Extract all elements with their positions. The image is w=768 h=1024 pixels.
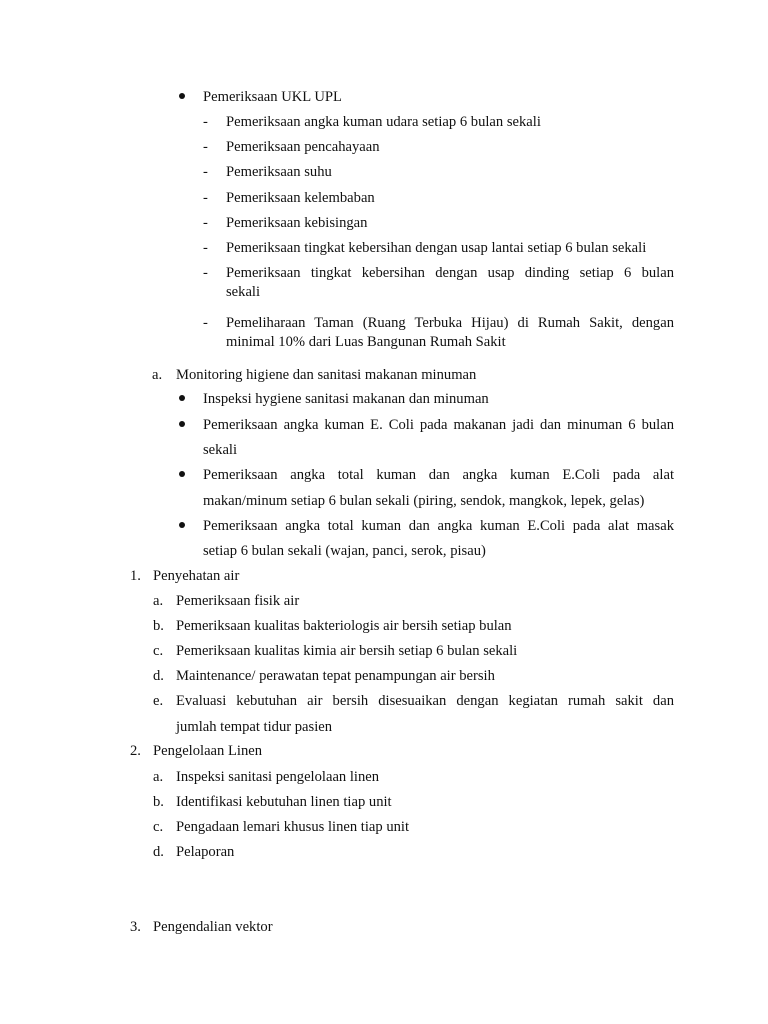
- hygiene-item: Inspeksi hygiene sanitasi makanan dan minuman: [203, 391, 489, 407]
- section-number: 2.: [130, 743, 141, 759]
- bullet-icon: [179, 471, 185, 477]
- list-marker: a.: [152, 367, 163, 383]
- list-marker: d.: [153, 668, 164, 684]
- dash-marker: -: [203, 215, 208, 231]
- linen-item: Identifikasi kebutuhan linen tiap unit: [176, 794, 392, 810]
- ukl-item-continuation: sekali: [226, 284, 261, 300]
- dash-marker: -: [203, 114, 208, 130]
- air-item: Pemeriksaan kualitas bakteriologis air bersih setiap bulan: [176, 618, 512, 634]
- dash-marker: -: [203, 164, 208, 180]
- list-marker: a.: [153, 593, 164, 609]
- air-item: Evaluasi kebutuhan air bersih disesuaikan dengan kegiatan rumah sakit dan: [176, 693, 674, 709]
- linen-item: Pengadaan lemari khusus linen tiap unit: [176, 819, 410, 835]
- list-marker: b.: [153, 794, 164, 810]
- dash-marker: -: [203, 265, 208, 281]
- air-item: Pemeriksaan kualitas kimia air bersih setiap 6 bulan sekali: [176, 643, 518, 659]
- ukl-item: Pemeriksaan suhu: [226, 164, 332, 180]
- ukl-item: Pemeriksaan kebisingan: [226, 215, 368, 231]
- dash-marker: -: [203, 240, 208, 256]
- ukl-item: Pemeriksaan angka kuman udara setiap 6 bulan sekali: [226, 114, 541, 130]
- section-number: 1.: [130, 568, 141, 584]
- linen-item: Pelaporan: [176, 844, 235, 860]
- ukl-item: Pemeriksaan tingkat kebersihan dengan usap lantai setiap 6 bulan sekali: [226, 240, 647, 256]
- hygiene-item-continuation: makan/minum setiap 6 bulan sekali (piring, sendok, mangkok, lepek, gelas): [203, 493, 645, 509]
- list-marker: d.: [153, 844, 164, 860]
- ukl-item: Pemeriksaan kelembaban: [226, 190, 375, 206]
- hygiene-item: Pemeriksaan angka total kuman dan angka kuman E.Coli pada alat masak: [203, 518, 674, 534]
- bullet-icon: [179, 93, 185, 99]
- hygiene-item: Pemeriksaan angka total kuman dan angka kuman E.Coli pada alat: [203, 467, 674, 483]
- section-number: 3.: [130, 919, 141, 935]
- linen-item: Inspeksi sanitasi pengelolaan linen: [176, 769, 380, 785]
- dash-marker: -: [203, 315, 208, 331]
- hygiene-item-continuation: setiap 6 bulan sekali (wajan, panci, serok, pisau): [203, 543, 486, 559]
- list-marker: b.: [153, 618, 164, 634]
- section-title-vektor: Pengendalian vektor: [153, 919, 273, 935]
- ukl-item-continuation: minimal 10% dari Luas Bangunan Rumah Sakit: [226, 334, 506, 350]
- ukl-title: Pemeriksaan UKL UPL: [203, 89, 342, 105]
- dash-marker: -: [203, 139, 208, 155]
- list-marker: c.: [153, 819, 164, 835]
- list-marker: a.: [153, 769, 164, 785]
- bullet-icon: [179, 395, 185, 401]
- list-marker: e.: [153, 693, 164, 709]
- hygiene-title: Monitoring higiene dan sanitasi makanan minuman: [176, 367, 477, 383]
- air-item-continuation: jumlah tempat tidur pasien: [176, 719, 333, 735]
- air-item: Maintenance/ perawatan tepat penampungan air bersih: [176, 668, 495, 684]
- ukl-item: Pemeliharaan Taman (Ruang Terbuka Hijau) di Rumah Sakit, dengan: [226, 315, 674, 331]
- ukl-item: Pemeriksaan tingkat kebersihan dengan usap dinding setiap 6 bulan: [226, 265, 674, 281]
- bullet-icon: [179, 522, 185, 528]
- section-title-linen: Pengelolaan Linen: [153, 743, 263, 759]
- air-item: Pemeriksaan fisik air: [176, 593, 300, 609]
- ukl-item: Pemeriksaan pencahayaan: [226, 139, 380, 155]
- hygiene-item: Pemeriksaan angka kuman E. Coli pada makanan jadi dan minuman 6 bulan: [203, 417, 674, 433]
- list-marker: c.: [153, 643, 164, 659]
- hygiene-item-continuation: sekali: [203, 442, 238, 458]
- dash-marker: -: [203, 190, 208, 206]
- bullet-icon: [179, 421, 185, 427]
- section-title-air: Penyehatan air: [153, 568, 240, 584]
